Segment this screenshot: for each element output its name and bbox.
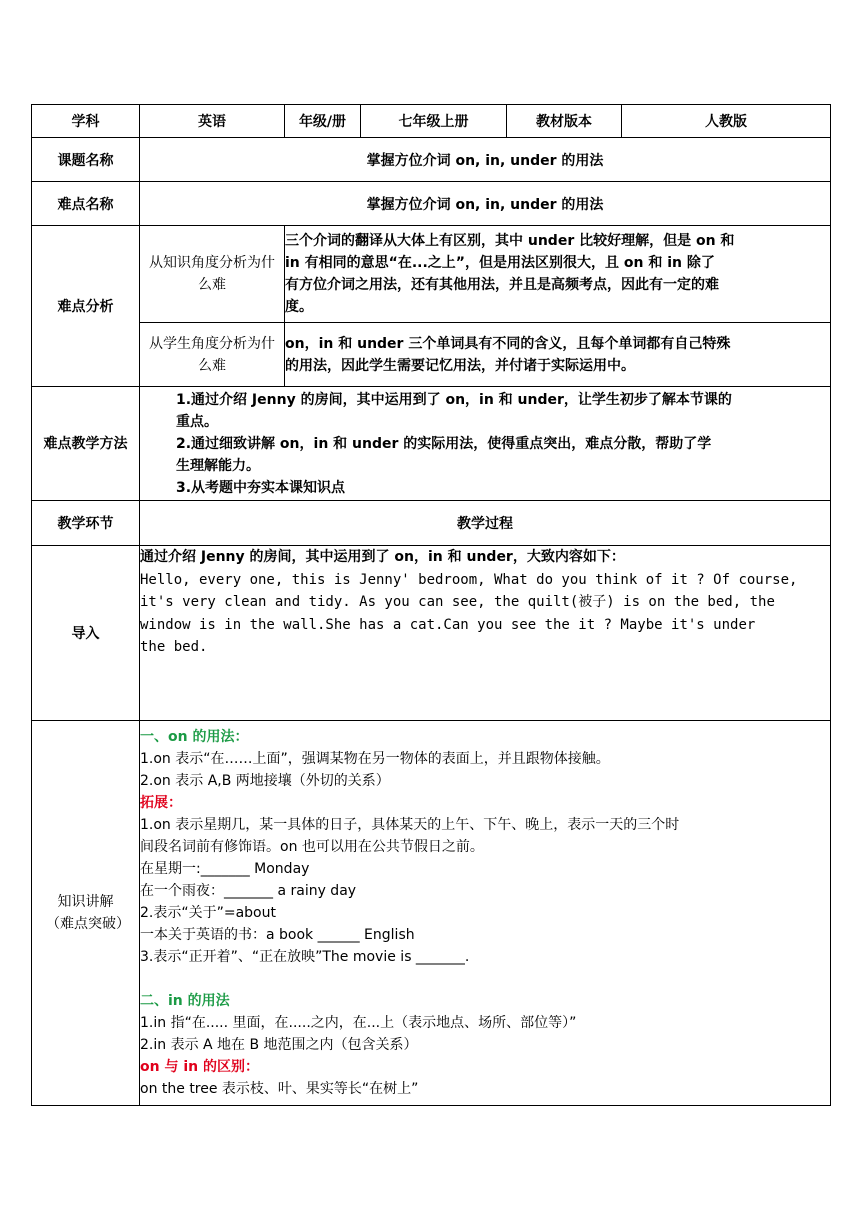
analysis-label: 难点分析 [32, 226, 140, 387]
text-line: 在一个雨夜：_______ a rainy day [140, 883, 357, 899]
topic-value: 掌握方位介词 on, in, under 的用法 [140, 138, 831, 182]
text-line: on the tree 表示枝、叶、果实等长“在树上” [140, 1081, 419, 1097]
edition-value: 人教版 [622, 105, 831, 138]
text-line: window is in the wall.She has a cat.Can you see the it ? Maybe it's under [140, 616, 756, 633]
text-line: 2.通过细致讲解 on，in 和 under 的实际用法，使得重点突出，难点分散，帮助了学 [176, 435, 712, 452]
text-line: 在星期一:_______ Monday [140, 861, 310, 877]
methods-text [140, 387, 831, 501]
on-usage-title: 一、on 的用法： [140, 729, 249, 745]
subject-label: 学科 [32, 105, 140, 138]
text-line: 2.in 表示 A 地在 B 地范围之内（包含关系） [140, 1037, 418, 1053]
text-line: 一本关于英语的书：a book ______ English [140, 927, 415, 943]
lesson-plan-table [31, 104, 831, 1106]
difficulty-name-value: 掌握方位介词 on, in, under 的用法 [140, 182, 831, 226]
topic-row [32, 138, 831, 182]
methods-label: 难点教学方法 [32, 387, 140, 501]
in-usage-title: 二、in 的用法 [140, 993, 230, 1009]
difficulty-name-row [32, 182, 831, 226]
intro-label: 导入 [32, 546, 140, 721]
text-line: 1.on 表示“在……上面”，强调某物在另一物体的表面上，并且跟物体接触。 [140, 751, 610, 767]
text-line: 2.on 表示 A,B 两地接壤（外切的关系） [140, 773, 390, 789]
text-line: 的用法，因此学生需要记忆用法，并付诸于实际运用中。 [285, 357, 635, 374]
text-line: 3.从考题中夯实本课知识点 [176, 479, 346, 496]
methods-row [32, 387, 831, 501]
knowledge-row [32, 721, 831, 1106]
process-header-row [32, 501, 831, 546]
text-line: 1.on 表示星期几，某一具体的日子，具体某天的上午、下午、晚上，表示一天的三个时 [140, 817, 680, 833]
knowledge-angle-label: 从知识角度分析为什么难 [140, 226, 285, 323]
process-label: 教学环节 [32, 501, 140, 546]
student-angle-text [285, 323, 831, 387]
text-line: in 有相同的意思“在...之上”，但是用法区别很大，且 on 和 in 除了 [285, 255, 715, 271]
process-value: 教学过程 [140, 501, 831, 546]
grade-value: 七年级上册 [361, 105, 507, 138]
text-line: 有方位介词之用法，还有其他用法，并且是高频考点，因此有一定的难 [285, 277, 719, 293]
edition-label: 教材版本 [507, 105, 622, 138]
knowledge-label: 知识讲解（难点突破） [32, 721, 140, 1106]
blank-line [140, 968, 830, 990]
text-line: the bed. [140, 639, 208, 655]
text-line: 重点。 [176, 413, 218, 430]
grade-label: 年级/册 [285, 105, 361, 138]
difficulty-name-label: 难点名称 [32, 182, 140, 226]
text-line: 2.表示“关于”=about [140, 905, 276, 921]
analysis-student-row [32, 323, 831, 387]
text-line: 1.in 指“在..... 里面，在.....之内，在...上（表示地点、场所、部位等）” [140, 1015, 577, 1031]
text-line: 三个介词的翻译从大体上有区别，其中 under 比较好理解，但是 on 和 [285, 233, 735, 249]
topic-label: 课题名称 [32, 138, 140, 182]
intro-row [32, 546, 831, 721]
text-line: 1.通过介绍 Jenny 的房间，其中运用到了 on，in 和 under，让学生初步了解本节课的 [176, 391, 732, 408]
text-line: 生理解能力。 [176, 457, 260, 474]
intro-text [140, 546, 831, 721]
difference-title: on 与 in 的区别： [140, 1059, 259, 1075]
analysis-knowledge-row [32, 226, 831, 323]
text-line: on，in 和 under 三个单词具有不同的含义，且每个单词都有自己特殊 [285, 335, 731, 352]
text-line: Hello, every one, this is Jenny' bedroom, What do you think of it ? Of course, [140, 571, 798, 588]
extend-title: 拓展： [140, 795, 182, 811]
text-line: it's very clean and tidy. As you can see, the quilt(被子) is on the bed, the [140, 594, 775, 610]
knowledge-text [140, 721, 831, 1106]
text-line: 3.表示“正开着”、“正在放映”The movie is _______. [140, 949, 470, 965]
intro-head: 通过介绍 Jenny 的房间，其中运用到了 on，in 和 under，大致内容如下： [140, 549, 625, 565]
student-angle-label: 从学生角度分析为什么难 [140, 323, 285, 387]
knowledge-angle-text [285, 226, 831, 323]
subject-value: 英语 [140, 105, 285, 138]
text-line: 度。 [285, 299, 313, 315]
header-row [32, 105, 831, 138]
text-line: 间段名词前有修饰语。on 也可以用在公共节假日之前。 [140, 839, 484, 855]
